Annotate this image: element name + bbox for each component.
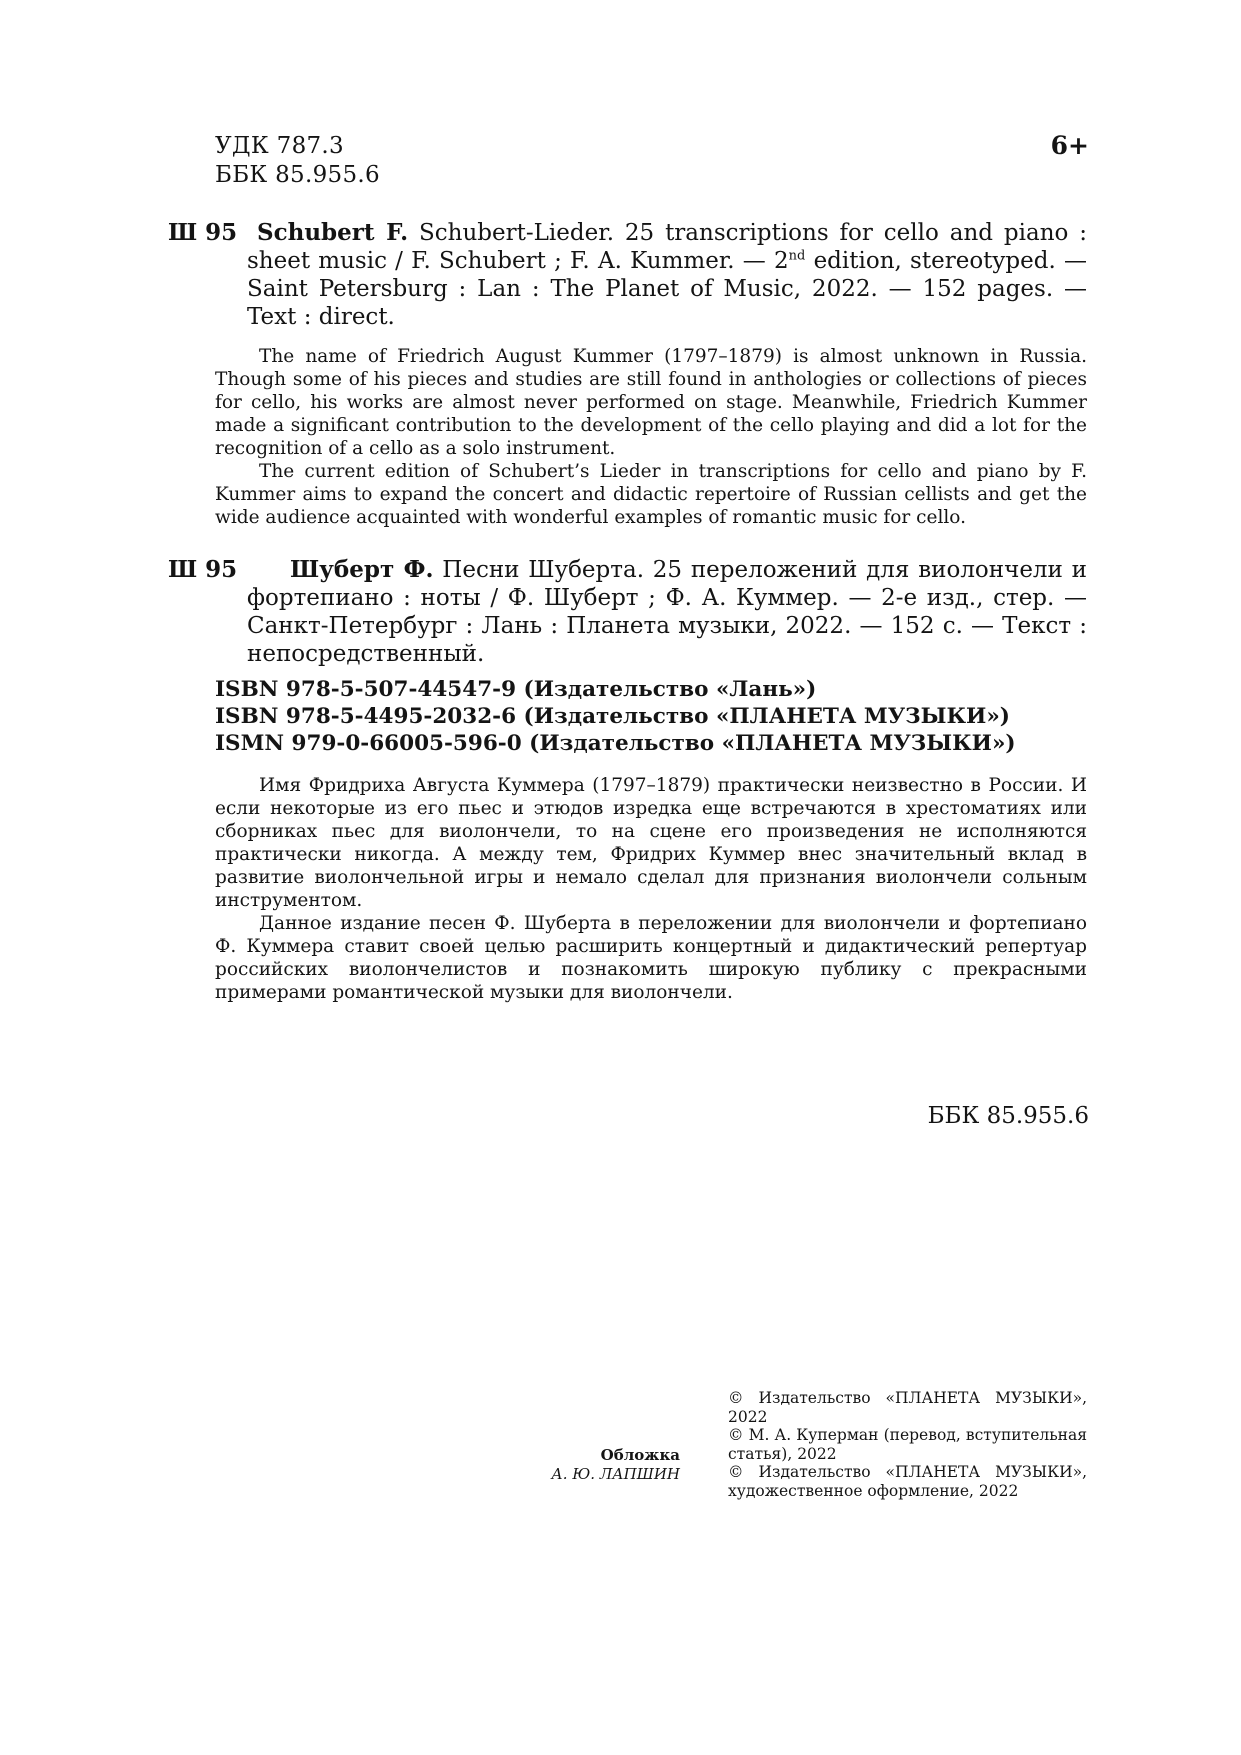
bbk-code-bottom: ББК 85.955.6 xyxy=(927,1103,1089,1129)
copyright-notice: © Издательство «ПЛАНЕТА МУЗЫКИ», художественное оформление, 2022 xyxy=(728,1463,1087,1500)
age-rating: 6+ xyxy=(1050,131,1089,160)
ismn-line: ISMN 979-0-66005-596-0 (Издательство «ПЛАНЕТА МУЗЫКИ») xyxy=(215,731,1016,756)
author-name: Schubert F. xyxy=(257,219,409,246)
isbn-line: ISBN 978-5-4495-2032-6 (Издательство «ПЛАНЕТА МУЗЫКИ») xyxy=(215,704,1010,729)
edition-superscript: nd xyxy=(788,248,806,264)
isbn-line: ISBN 978-5-507-44547-9 (Издательство «Лань») xyxy=(215,677,817,702)
title-text: Schubert-Lieder. 25 transcriptions for cello and piano : sheet music / F. Schubert ; F. A. Kummer. — 2 xyxy=(247,220,1088,274)
udk-code: УДК 787.3 xyxy=(215,133,344,159)
russian-abstract-paragraph: Имя Фридриха Августа Куммера (1797–1879) практически неизвестно в России. И если некоторые из его пьес и этюдов изредка еще встречаются в хрестоматиях или сборниках пьес для виолончели, то на сцене его произведения не исполняются практически никогда. А между тем, Фридрих Куммер внес значительный вклад в развитие виолончельной игры и немало сделал для признания виолончели сольным инструментом. xyxy=(215,775,1087,911)
author-name: Шуберт Ф. xyxy=(290,556,434,583)
author-mark: Ш 95 xyxy=(168,556,238,583)
russian-abstract xyxy=(215,774,1087,1004)
english-entry-text xyxy=(247,219,1087,331)
english-abstract-paragraph: The current edition of Schubert’s Lieder in transcriptions for cello and piano by F. Kummer aims to expand the concert and didactic repertoire of Russian cellists and get the wide audience acquainted with wonderful examples of romantic music for cello. xyxy=(215,461,1087,528)
english-abstract-paragraph: The name of Friedrich August Kummer (1797–1879) is almost unknown in Russia. Though some of his pieces and studies are still found in anthologies or collections of pieces for cello, his works are almost never performed on stage. Meanwhile, Friedrich Kummer made a significant contribution to the development of the cello playing and did a lot for the recognition of a cello as a solo instrument. xyxy=(215,346,1087,459)
english-bibliographic-entry xyxy=(168,219,1088,331)
title-rest: Песни Шуберта. 25 переложений для виолончели и фортепиано : ноты / Ф. Шуберт ; Ф. А. Куммер. — 2-е изд., стер. — Санкт-Петербург : Лань : Планета музыки, 2022. — 152 с. — Текст : непосредственный. xyxy=(247,557,1087,667)
russian-bibliographic-entry xyxy=(168,556,1087,668)
title-rest: edition, stereotyped. — Saint Petersburg : Lan : The Planet of Music, 2022. — 152 pages. — Text : direct. xyxy=(247,248,1087,330)
copyright-notice: © Издательство «ПЛАНЕТА МУЗЫКИ», 2022 xyxy=(728,1389,1087,1426)
english-abstract xyxy=(215,345,1087,529)
copyright-block xyxy=(728,1389,1087,1500)
bbk-code-top: ББК 85.955.6 xyxy=(215,162,380,188)
russian-abstract-paragraph: Данное издание песен Ф. Шуберта в переложении для виолончели и фортепиано Ф. Куммера ставит своей целью расширить концертный и дидактический репертуар российских виолончелистов и познакомить широкую публику с прекрасными примерами романтической музыки для виолончели. xyxy=(215,913,1087,1003)
cover-label: Обложка xyxy=(600,1446,680,1464)
cover-designer: А. Ю. ЛАПШИН xyxy=(551,1465,680,1483)
russian-entry-text xyxy=(247,556,1087,668)
cover-credit xyxy=(520,1446,680,1484)
identifiers-block xyxy=(215,676,1016,757)
copyright-notice: © М. А. Куперман (перевод, вступительная статья), 2022 xyxy=(728,1426,1087,1463)
author-mark: Ш 95 xyxy=(168,219,238,246)
